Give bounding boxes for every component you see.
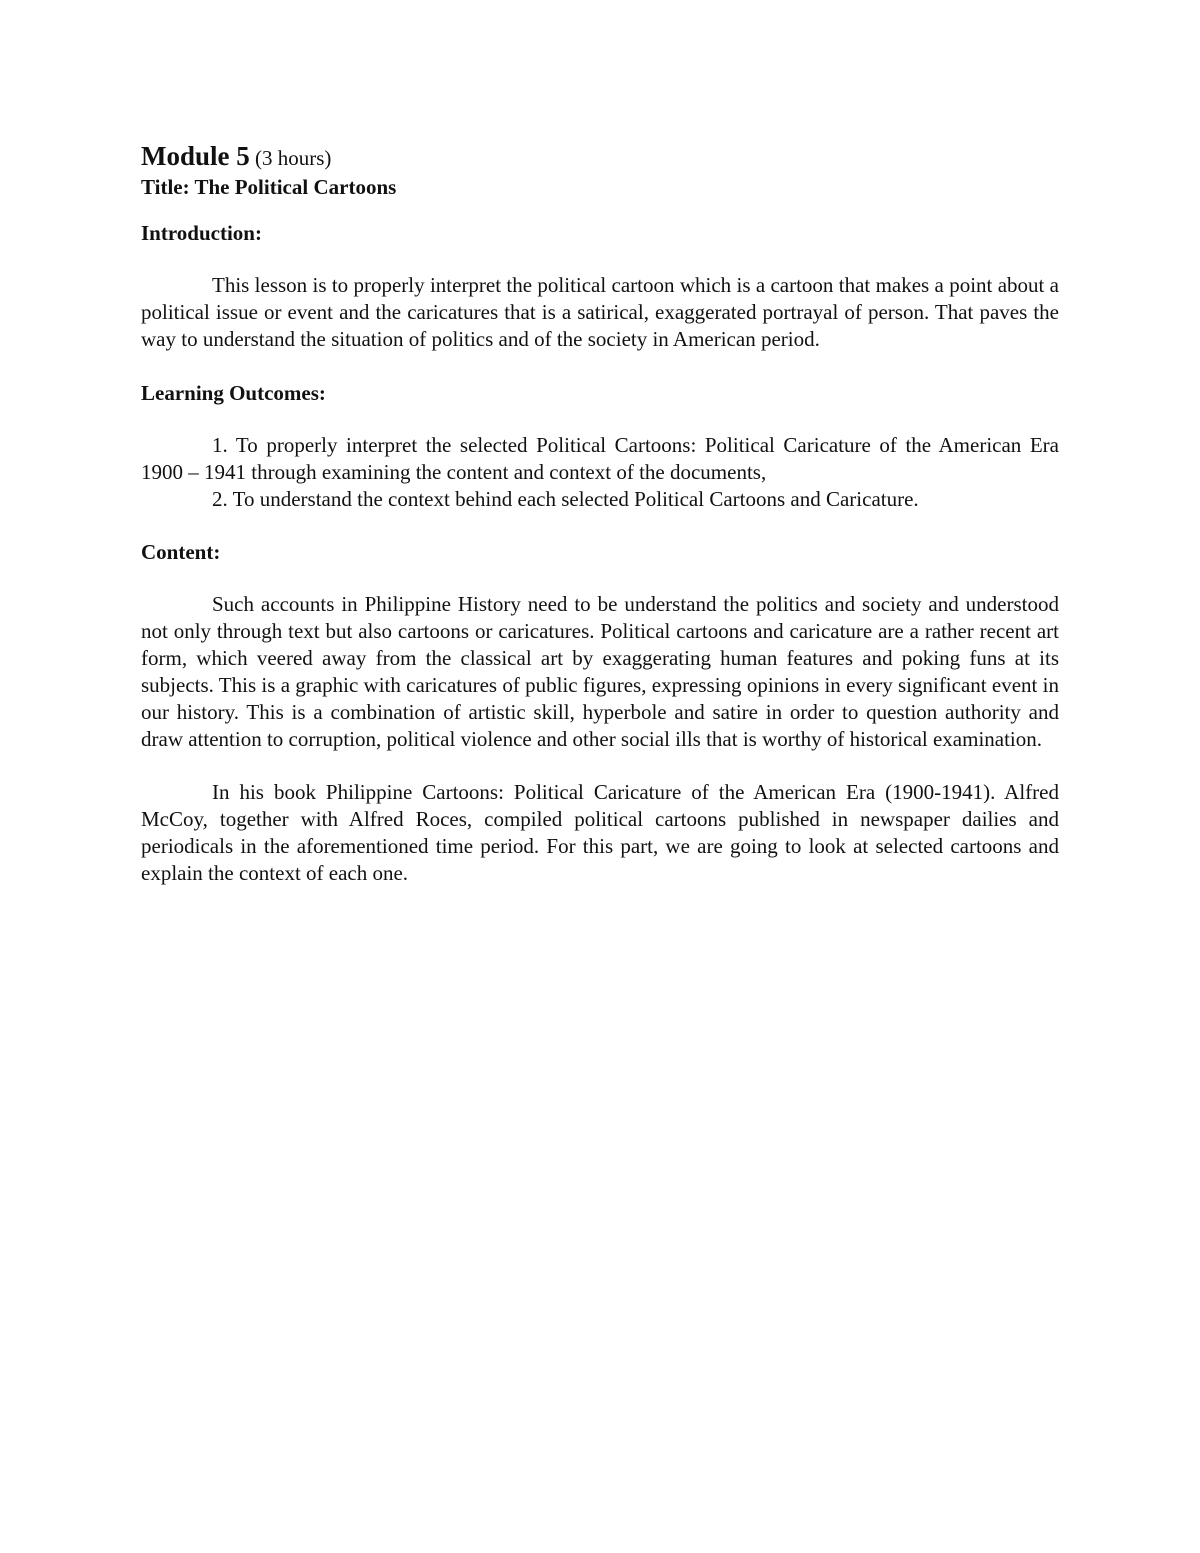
introduction-heading: Introduction: [141,221,262,245]
module-header [141,140,1059,174]
learning-outcomes-heading: Learning Outcomes: [141,381,326,405]
content-paragraph: Such accounts in Philippine History need to be understand the politics and society and understood not only through text but also cartoons or caricatures. Political cartoons and caricature are a rather recent art form, which veered away from the classical art by exaggerating human features and poking funs at its subjects. This is a graphic with caricatures of public figures, expressing opinions in every significant event in our history. This is a combination of artistic skill, hyperbole and satire in order to question authority and draw attention to corruption, political violence and other social ills that is worthy of historical examination. [141,592,1059,751]
document-page [141,140,1059,887]
content-heading: Content: [141,540,221,564]
module-hours: (3 hours) [255,146,332,170]
module-label: Module 5 [141,141,250,171]
list-item: 1. To properly interpret the selected Political Cartoons: Political Caricature of the American Era 1900 – 1941 through examining the content and context of the documents, [141,433,1059,484]
introduction-paragraph: This lesson is to properly interpret the political cartoon which is a cartoon that makes a point about a political issue or event and the caricatures that is a satirical, exaggerated portrayal of person. That paves the way to understand the situation of politics and of the society in American period. [141,273,1059,351]
list-item: 2. To understand the context behind each selected Political Cartoons and Caricature. [212,487,919,511]
page-title: Title: The Political Cartoons [141,175,397,199]
learning-outcomes-list [141,432,1059,513]
content-paragraph: In his book Philippine Cartoons: Political Caricature of the American Era (1900-1941). Alfred McCoy, together with Alfred Roces, compiled political cartoons published in newspaper dailies and periodicals in the aforementioned time period. For this part, we are going to look at selected cartoons and explain the context of each one. [141,780,1059,885]
